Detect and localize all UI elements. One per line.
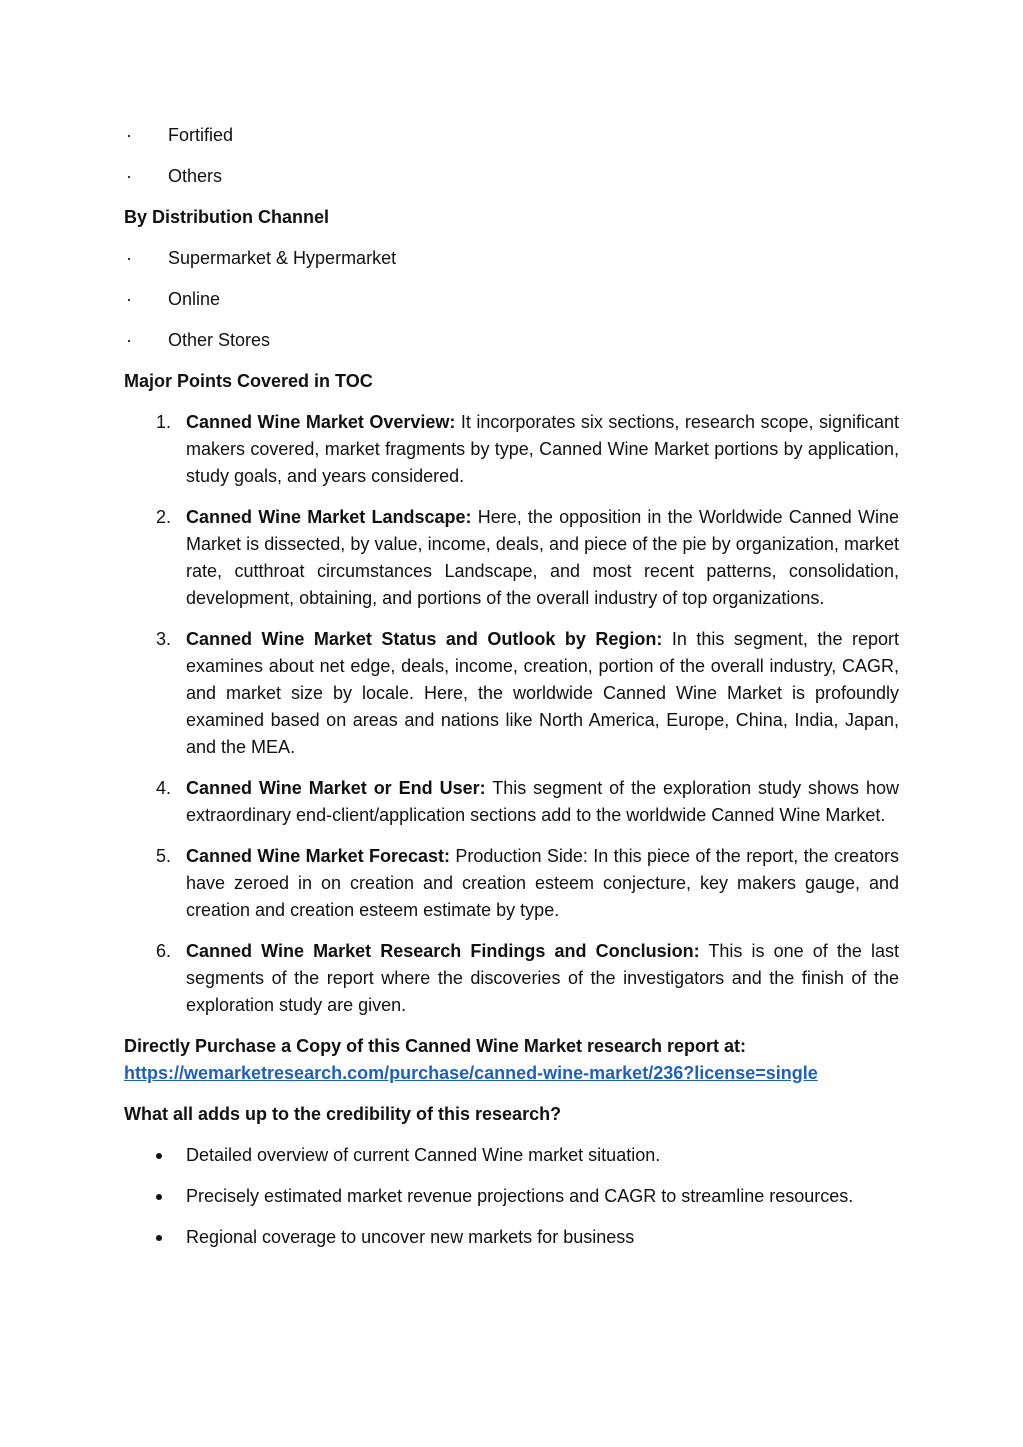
toc-item-2: [124, 504, 899, 612]
dot-bullet: ·: [126, 330, 132, 350]
type-item-others: Others: [168, 166, 223, 186]
credibility-item: Precisely estimated market revenue projections and CAGR to streamline resources.: [186, 1186, 854, 1206]
toc-text: This is one of the last segments of the report where the discoveries of the investigators and the finish of the exploration study are given.: [186, 941, 899, 1015]
toc-text: It incorporates six sections, research scope, significant makers covered, market fragments by type, Canned Wine Market portions by application, study goals, and years considered.: [186, 412, 900, 486]
bullet-icon: [124, 1183, 186, 1210]
distribution-item-other-stores: Other Stores: [168, 330, 271, 350]
list-item: [124, 286, 899, 313]
toc-item-1: [124, 409, 899, 490]
distribution-item-supermarket: Supermarket & Hypermarket: [168, 248, 397, 268]
toc-number: 1.: [156, 412, 172, 432]
toc-title: Canned Wine Market Landscape:: [186, 507, 472, 527]
toc-text: In this segment, the report examines about net edge, deals, income, creation, portion of the overall industry, CAGR, and market size by locale. Here, the worldwide Canned Wine Market is profoundly examined based on areas and nations like North America, Europe, China, India, Japan, and the MEA.: [186, 629, 899, 757]
bullet-icon: [124, 1142, 186, 1169]
toc-item-3: [124, 626, 899, 761]
toc-title: Canned Wine Market Forecast:: [186, 846, 451, 866]
document-page: [124, 122, 899, 1265]
credibility-heading: What all adds up to the credibility of this research?: [124, 1104, 562, 1124]
toc-number: 4.: [156, 778, 172, 798]
toc-list: [124, 409, 899, 1019]
distribution-heading: By Distribution Channel: [124, 207, 330, 227]
list-item: [124, 1183, 899, 1210]
distribution-item-online: Online: [168, 289, 221, 309]
toc-number: 6.: [156, 941, 172, 961]
purchase-text: Directly Purchase a Copy of this Canned Wine Market research report at:: [124, 1036, 747, 1056]
toc-text: Here, the opposition in the Worldwide Canned Wine Market is dissected, by value, income, deals, and piece of the pie by organization, market rate, cutthroat circumstances Landscape, and most recent patterns, consolidation, development, obtaining, and portions of the overall industry of top organizations.: [186, 507, 899, 608]
toc-item-5: [124, 843, 899, 924]
dot-bullet: ·: [126, 125, 132, 145]
credibility-item: Detailed overview of current Canned Wine market situation.: [186, 1145, 661, 1165]
toc-title: Canned Wine Market Status and Outlook by Region:: [186, 629, 663, 649]
toc-text: Production Side: In this piece of the report, the creators have zeroed in on creation and creation esteem conjecture, key makers gauge, and creation and creation esteem estimate by type.: [186, 846, 900, 920]
list-item: [124, 122, 899, 149]
toc-title: Canned Wine Market Research Findings and Conclusion:: [186, 941, 700, 961]
purchase-link[interactable]: https://wemarketresearch.com/purchase/canned-wine-market/236?license=single: [124, 1063, 818, 1083]
toc-heading: Major Points Covered in TOC: [124, 371, 373, 391]
toc-number: 5.: [156, 846, 172, 866]
credibility-item: Regional coverage to uncover new markets for business: [186, 1227, 635, 1247]
toc-text: This segment of the exploration study shows how extraordinary end-client/application sections add to the worldwide Canned Wine Market.: [186, 778, 899, 825]
list-item: [124, 1142, 899, 1169]
toc-number: 2.: [156, 507, 172, 527]
dot-bullet: ·: [126, 289, 132, 309]
toc-item-4: [124, 775, 899, 829]
toc-item-6: [124, 938, 899, 1019]
purchase-block: [124, 1033, 899, 1087]
dot-bullet: ·: [126, 248, 132, 268]
toc-title: Canned Wine Market or End User:: [186, 778, 486, 798]
list-item: [124, 163, 899, 190]
list-item: [124, 327, 899, 354]
list-item: [124, 245, 899, 272]
bullet-icon: [124, 1224, 186, 1251]
toc-number: 3.: [156, 629, 172, 649]
list-item: [124, 1224, 899, 1251]
type-item-fortified: Fortified: [168, 125, 234, 145]
dot-bullet: ·: [126, 166, 132, 186]
toc-title: Canned Wine Market Overview:: [186, 412, 456, 432]
